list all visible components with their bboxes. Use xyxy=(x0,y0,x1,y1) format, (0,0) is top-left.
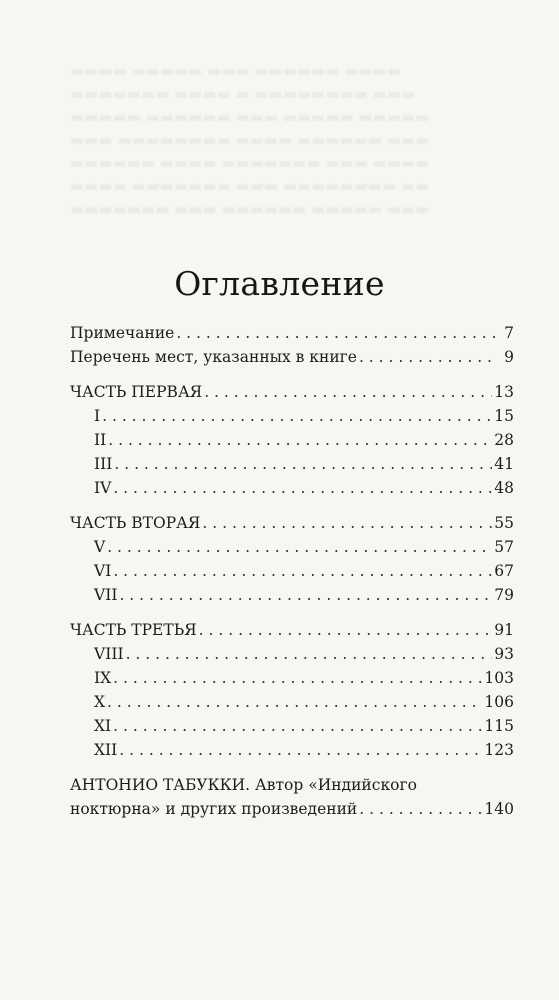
toc-entry-page: 140 xyxy=(484,800,514,818)
toc-entry-author-line2[interactable] xyxy=(70,800,514,824)
toc-entry-label: V xyxy=(94,538,106,556)
dot-leader xyxy=(114,455,492,473)
dot-leader xyxy=(359,800,482,818)
toc-entry-part-one[interactable] xyxy=(70,383,514,407)
dot-leader xyxy=(204,383,492,401)
toc-entry-label: II xyxy=(94,431,107,449)
toc-entry-page: 123 xyxy=(484,741,514,759)
toc-entry-label: АНТОНИО ТАБУККИ. Автор «Индийского xyxy=(70,776,417,794)
toc-entry-chapter-12[interactable] xyxy=(70,741,514,765)
dot-leader xyxy=(119,741,482,759)
dot-leader xyxy=(359,348,496,366)
toc-entry-page: 9 xyxy=(504,348,514,366)
toc-entry-part-two[interactable] xyxy=(70,514,514,538)
toc-entry-label: VIII xyxy=(94,645,124,663)
toc-entry-page: 106 xyxy=(484,693,514,711)
toc-entry-chapter-1[interactable] xyxy=(70,407,514,431)
toc-entry-label: Перечень мест, указанных в книге xyxy=(70,348,357,366)
toc-entry-chapter-11[interactable] xyxy=(70,717,514,741)
toc-entry-part-three[interactable] xyxy=(70,621,514,645)
toc-entry-chapter-3[interactable] xyxy=(70,455,514,479)
toc-entry-page: 13 xyxy=(494,383,514,401)
dot-leader xyxy=(176,324,496,342)
toc-entry-author-line1[interactable] xyxy=(70,776,514,800)
toc-entry-chapter-5[interactable] xyxy=(70,538,514,562)
toc-entry-chapter-8[interactable] xyxy=(70,645,514,669)
toc-entry-page: 67 xyxy=(494,562,514,580)
toc-entry-label: ноктюрна» и других произведений xyxy=(70,800,358,818)
toc-entry-chapter-6[interactable] xyxy=(70,562,514,586)
toc-entry-chapter-4[interactable] xyxy=(70,479,514,503)
toc-entry-page: 41 xyxy=(494,455,514,473)
toc-entry-page: 91 xyxy=(494,621,514,639)
dot-leader xyxy=(199,621,493,639)
toc-entry-label: VII xyxy=(94,586,118,604)
toc-entry-page: 28 xyxy=(494,431,514,449)
toc-entry-chapter-7[interactable] xyxy=(70,586,514,610)
dot-leader xyxy=(119,586,492,604)
toc-entry-note[interactable] xyxy=(70,324,514,348)
toc-entry-page: 79 xyxy=(494,586,514,604)
dot-leader xyxy=(113,669,482,687)
toc-entry-label: ЧАСТЬ ТРЕТЬЯ xyxy=(70,621,197,639)
toc-entry-label: VI xyxy=(94,562,112,580)
dot-leader xyxy=(107,538,492,556)
bleed-through-texture: ▬▬▬▬ ▬▬▬▬▬ ▬▬▬ ▬▬▬▬▬▬ ▬▬▬▬ ▬▬▬▬▬▬▬ ▬▬▬▬ ▬ ▬▬▬▬▬▬▬▬ ▬▬▬ ▬▬▬▬▬ ▬▬▬▬▬▬ ▬▬▬ ▬▬▬▬▬ ▬▬▬▬▬ ▬▬▬ ▬▬▬▬▬▬▬▬ ▬▬▬▬ ▬▬▬▬▬▬ ▬▬▬ ▬▬▬▬▬▬ ▬▬▬▬ ▬▬▬▬▬▬▬ ▬▬▬ ▬▬▬▬ ▬▬▬▬ ▬▬▬▬▬▬▬ ▬▬▬ ▬▬▬▬▬▬▬▬ ▬▬ ▬▬▬▬▬▬▬ ▬▬▬ ▬▬▬▬▬▬ ▬▬▬▬▬ ▬▬▬ xyxy=(70,62,430,218)
toc-entry-places[interactable] xyxy=(70,348,514,372)
dot-leader xyxy=(102,407,492,425)
table-of-contents xyxy=(70,324,514,824)
dot-leader xyxy=(113,479,492,497)
toc-entry-label: I xyxy=(94,407,101,425)
toc-entry-label: IV xyxy=(94,479,112,497)
toc-entry-label: IX xyxy=(94,669,112,687)
toc-entry-label: X xyxy=(94,693,106,711)
toc-entry-page: 103 xyxy=(484,669,514,687)
dot-leader xyxy=(113,562,492,580)
toc-entry-label: ЧАСТЬ ПЕРВАЯ xyxy=(70,383,203,401)
toc-entry-page: 57 xyxy=(494,538,514,556)
toc-entry-page: 15 xyxy=(494,407,514,425)
toc-entry-label: ЧАСТЬ ВТОРАЯ xyxy=(70,514,201,532)
toc-entry-chapter-9[interactable] xyxy=(70,669,514,693)
dot-leader xyxy=(202,514,492,532)
dot-leader xyxy=(113,717,482,735)
toc-entry-label: III xyxy=(94,455,113,473)
toc-entry-page: 55 xyxy=(494,514,514,532)
toc-entry-label: XI xyxy=(94,717,112,735)
toc-entry-chapter-2[interactable] xyxy=(70,431,514,455)
dot-leader xyxy=(108,431,492,449)
page-title: Оглавление xyxy=(174,264,385,303)
dot-leader xyxy=(107,693,482,711)
toc-entry-label: Примечание xyxy=(70,324,175,342)
toc-entry-chapter-10[interactable] xyxy=(70,693,514,717)
toc-entry-page: 7 xyxy=(504,324,514,342)
toc-entry-page: 115 xyxy=(484,717,514,735)
toc-entry-page: 48 xyxy=(494,479,514,497)
toc-entry-label: XII xyxy=(94,741,118,759)
dot-leader xyxy=(126,645,493,663)
toc-entry-page: 93 xyxy=(494,645,514,663)
